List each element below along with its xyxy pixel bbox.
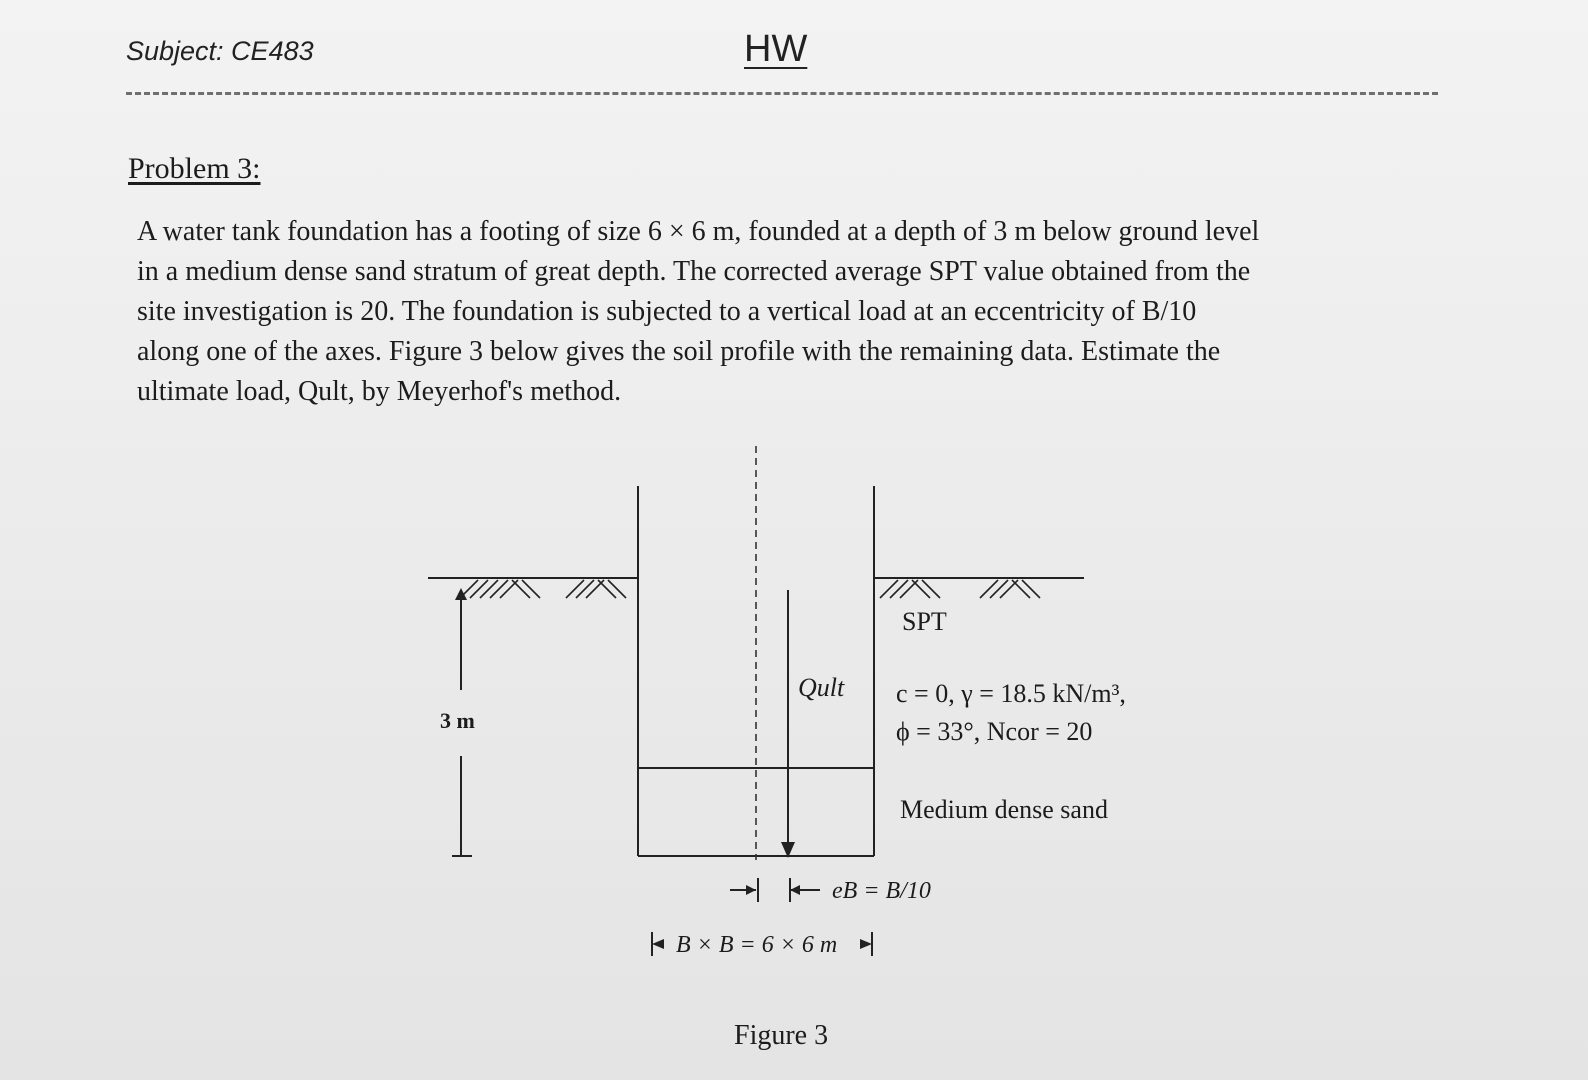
ground-hatch-right <box>880 580 1040 598</box>
depth-label: 3 m <box>440 708 475 733</box>
ecc-arrow-right-head <box>790 885 800 895</box>
problem-line: A water tank foundation has a footing of size 6 × 6 m, founded at a depth of 3 m below ground level <box>137 216 1260 247</box>
figure-caption: Figure 3 <box>734 1020 829 1051</box>
spt-label: SPT <box>902 607 947 636</box>
soil-type-label: Medium dense sand <box>900 795 1108 824</box>
problem-line: in a medium dense sand stratum of great depth. The corrected average SPT value obtained from the <box>137 256 1251 287</box>
load-label: Qult <box>798 673 845 702</box>
problem-line: ultimate load, Qult, by Meyerhof's method. <box>137 376 622 407</box>
depth-arrow-top <box>455 588 467 600</box>
footing-size-label: B × B = 6 × 6 m <box>676 932 838 958</box>
eccentricity-label: eB = B/10 <box>832 878 931 904</box>
size-arrow-right <box>860 939 872 949</box>
soil-params-line1: c = 0, γ = 18.5 kN/m³, <box>896 679 1126 708</box>
problem-title: Problem 3: <box>128 152 261 185</box>
problem-line: site investigation is 20. The foundation is subjected to a vertical load at an eccentricity of B/10 <box>137 296 1197 327</box>
problem-line: along one of the axes. Figure 3 below gives the soil profile with the remaining data. Estimate the <box>137 336 1221 367</box>
ground-hatch-left <box>460 580 626 598</box>
size-arrow-left <box>652 939 664 949</box>
ecc-arrow-left-head <box>746 885 756 895</box>
hw-title: HW <box>744 28 808 70</box>
soil-params-line2: ϕ = 33°, Ncor = 20 <box>896 717 1093 746</box>
subject-label: Subject: CE483 <box>126 36 314 66</box>
